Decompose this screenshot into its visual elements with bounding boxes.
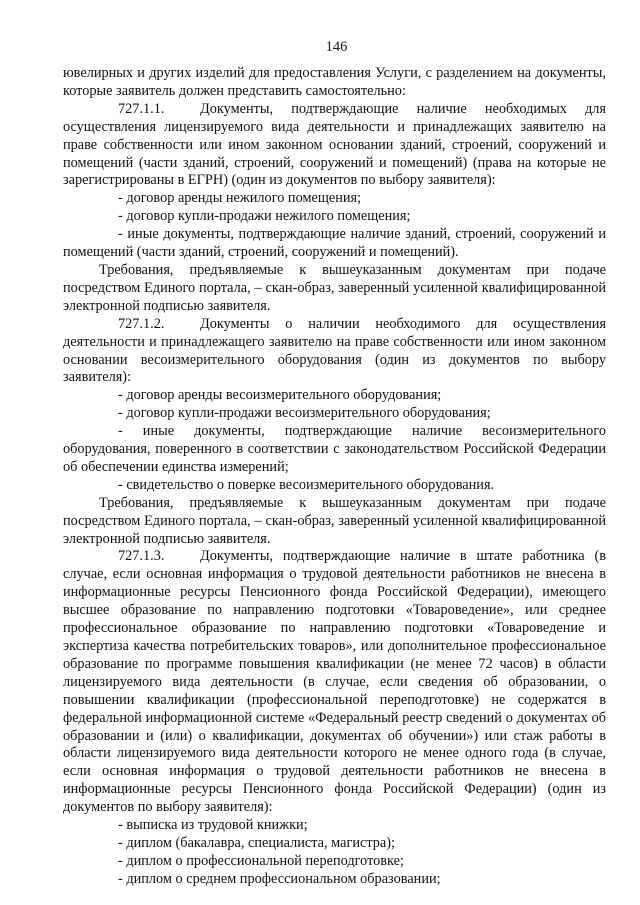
bullet-item: - договор аренды весоизмерительного оборудования; — [118, 387, 442, 404]
bullet-item: - иные документы, подтверждающие наличие весоизмерительного оборудования, поверенного в соответствии с законодательством Российской Федерации об обеспечении единства измерений; — [63, 423, 606, 475]
bullet-item: - договор купли-продажи весоизмерительного оборудования; — [118, 405, 491, 422]
numbered-item — [63, 101, 606, 191]
paragraph: Требования, предъявляемые к вышеуказанным документам при подаче посредством Единого портала, – скан-образ, заверенный усиленной квалифицированной электронной подписью заявителя. — [63, 494, 606, 547]
item-text: Документы, подтверждающие наличие в штате работника (в случае, если основная информация о трудовой деятельности работников не внесена в информационные ресурсы Пенсионного фонда Российской Федерации), имеющего высшее образование по направлению подготовки «Товароведение», или среднее профессиональное образование по направлению подготовки «Товароведение и экспертиза качества потребительских товаров», или дополнительное профессиональное образование по программе повышения квалификации (не менее 72 часов) в области лицензируемого вида деятельности (в случае, если сведения об образовании, о повышении квалификации (профессиональной переподготовке) не содержатся в федеральной информационной системе «Федеральный реестр сведений о документах об образовании и (или) о квалификации, документах об обучении») или стаж работы в области лицензируемого вида деятельности которого не менее одного года (в случае, если основная информация о трудовой деятельности работников не внесена в информационные ресурсы Пенсионного фонда Российской Федерации) (один из документов по выбору заявителя): — [63, 548, 606, 816]
item-text: Документы о наличии необходимого для осуществления деятельности и принадлежащего заявителю на праве собственности или ином законном основании весоизмерительного оборудования (один из документов по выбору заявителя): — [63, 315, 606, 386]
bullet-item: - диплом о среднем профессиональном образовании; — [118, 870, 441, 887]
document-body — [63, 65, 606, 889]
bullet-item: - диплом (бакалавра, специалиста, магистра); — [118, 834, 395, 851]
bullet-item: - иные документы, подтверждающие наличие зданий, строений, сооружений и помещений (части зданий, строений, сооружений и помещений). — [63, 226, 606, 261]
paragraph: Требования, предъявляемые к вышеуказанным документам при подаче посредством Единого портала, – скан-образ, заверенный усиленной квалифицированной электронной подписью заявителя. — [63, 261, 606, 314]
bullet-item: - выписка из трудовой книжки; — [118, 817, 308, 834]
bullet-item: - договор купли-продажи нежилого помещения; — [118, 208, 411, 225]
item-number: 727.1.3. — [118, 548, 165, 565]
item-number: 727.1.1. — [118, 100, 165, 117]
numbered-item — [63, 548, 606, 817]
item-number: 727.1.2. — [118, 315, 165, 332]
numbered-item — [63, 316, 606, 388]
item-text: Документы, подтверждающие наличие необходимых для осуществления лицензируемого вида деятельности и принадлежащих заявителю на праве собственности или ином законном основании зданий, строений, сооружений и помещений (части зданий, строений, сооружений и помещений) (права на которые не зарегистрированы в ЕГРН) (один из документов по выбору заявителя): — [63, 100, 606, 189]
paragraph-continuation: ювелирных и других изделий для предоставления Услуги, с разделением на документы, которые заявитель должен представить самостоятельно: — [63, 65, 606, 99]
bullet-item: - свидетельство о поверке весоизмерительного оборудования. — [118, 476, 495, 493]
page-number: 146 — [325, 39, 348, 55]
bullet-item: - диплом о профессиональной переподготовке; — [118, 852, 404, 869]
bullet-item: - договор аренды нежилого помещения; — [118, 190, 362, 207]
